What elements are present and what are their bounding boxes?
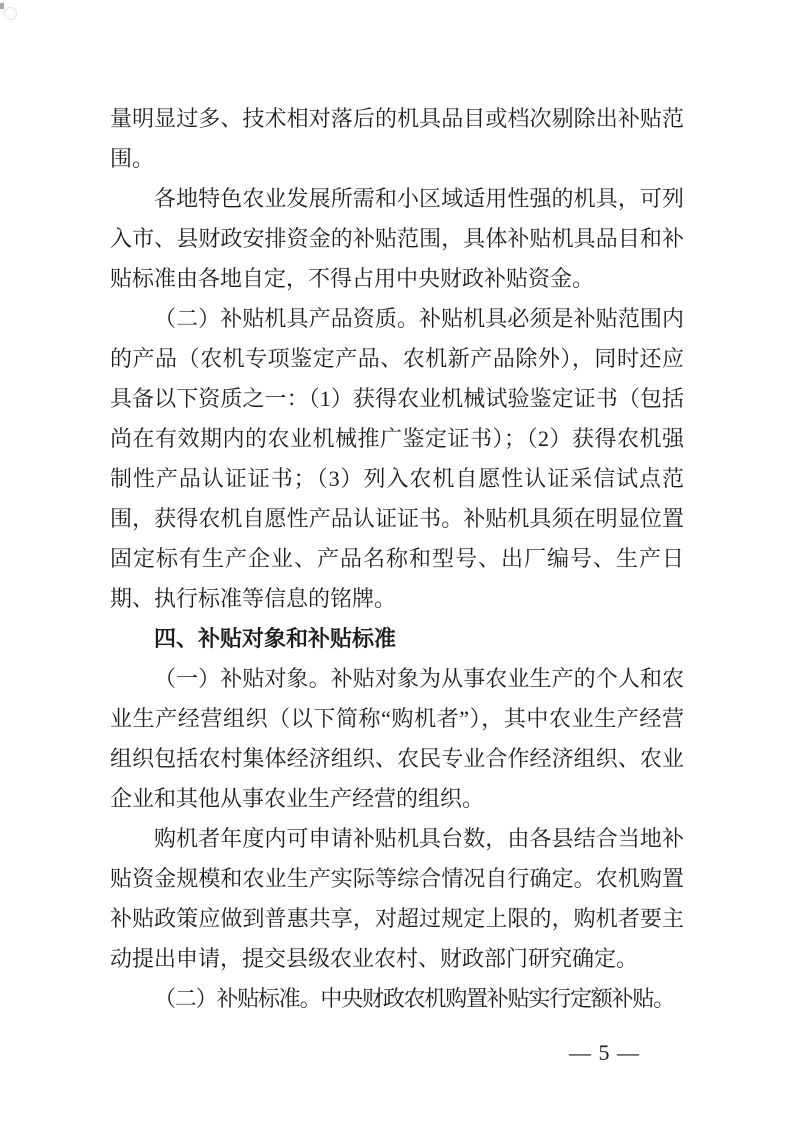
document-body bbox=[110, 99, 684, 1019]
scan-artifact bbox=[0, 0, 20, 24]
paragraph: 各地特色农业发展所需和小区域适用性强的机具，可列入市、县财政安排资金的补贴范围，具体补贴机具品目和补贴标准由各地自定，不得占用中央财政补贴资金。 bbox=[110, 186, 684, 291]
page-number: — 5 — bbox=[569, 1040, 640, 1065]
paragraph: （一）补贴对象。补贴对象为从事农业生产的个人和农业生产经营组织（以下简称“购机者”），其中农业生产经营组织包括农村集体经济组织、农民专业合作经济组织、农业企业和其他从事农业生产经营的组织。 bbox=[110, 666, 684, 811]
paragraph: （二）补贴标准。中央财政农机购置补贴实行定额补贴。 bbox=[154, 986, 675, 1011]
paragraph: 购机者年度内可申请补贴机具台数，由各县结合当地补贴资金规模和农业生产实际等综合情况自行确定。农机购置补贴政策应做到普惠共享，对超过规定上限的，购机者要主动提出申请，提交县级农业农村、财政部门研究确定。 bbox=[110, 826, 684, 971]
paragraph: 量明显过多、技术相对落后的机具品目或档次剔除出补贴范围。 bbox=[110, 106, 684, 171]
scan-speck bbox=[0, 3, 4, 9]
paragraph: （二）补贴机具产品资质。补贴机具必须是补贴范围内的产品（农机专项鉴定产品、农机新产品除外），同时还应具备以下资质之一：（1）获得农业机械试验鉴定证书（包括尚在有效期内的农业机械推广鉴定证书）；（2）获得农机强制性产品认证证书；（3）列入农机自愿性认证采信试点范围，获得农机自愿性产品认证证书。补贴机具须在明显位置固定标有生产企业、产品名称和型号、出厂编号、生产日期、执行标准等信息的铭牌。 bbox=[110, 306, 684, 611]
section-heading: 四、补贴对象和补贴标准 bbox=[154, 626, 397, 651]
scan-ring bbox=[4, 7, 17, 20]
